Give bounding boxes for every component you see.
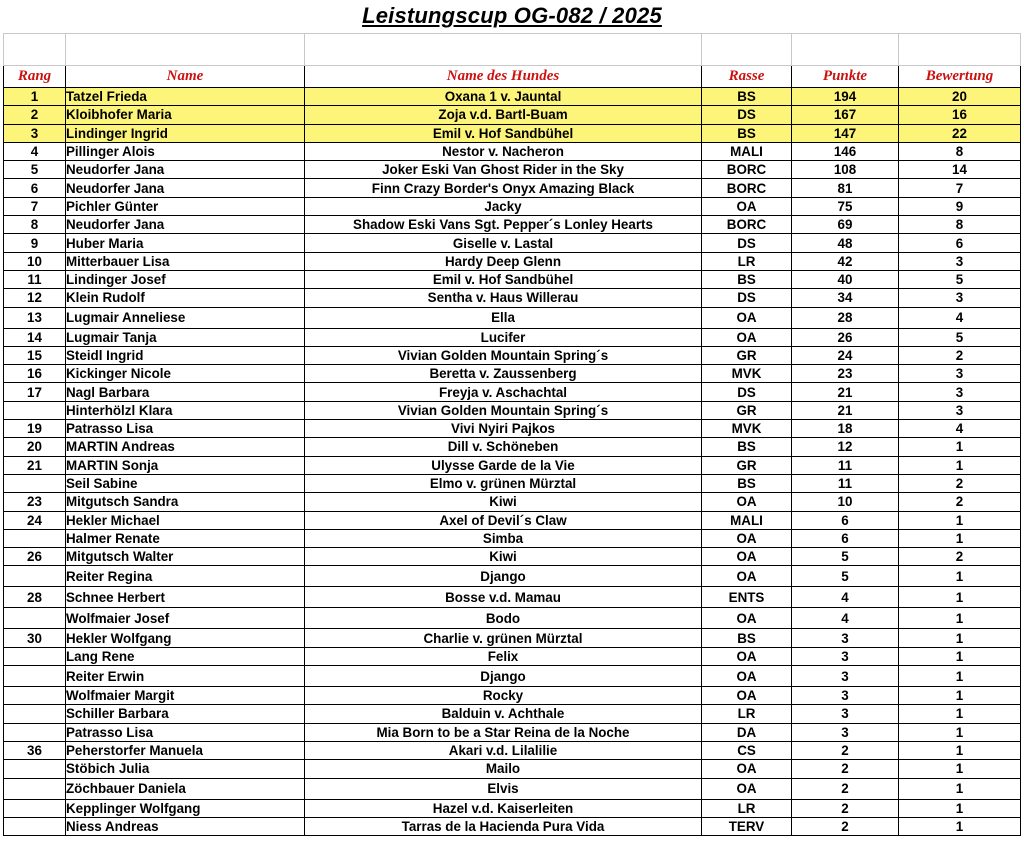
cell-bewertung: 1	[899, 629, 1021, 647]
cell-rang	[4, 760, 66, 778]
cell-bewertung: 1	[899, 741, 1021, 759]
cell-rasse: LR	[702, 705, 792, 723]
cell-punkte: 5	[792, 548, 899, 566]
cell-name: Klein Rudolf	[66, 289, 305, 307]
cell-bewertung: 2	[899, 474, 1021, 492]
cell-bewertung: 1	[899, 666, 1021, 687]
cell-rang: 16	[4, 365, 66, 383]
cell-punkte: 81	[792, 179, 899, 197]
table-row	[4, 687, 1021, 705]
cell-name: Peherstorfer Manuela	[66, 741, 305, 759]
cell-rasse: OA	[702, 608, 792, 629]
cell-rang: 10	[4, 252, 66, 270]
cell-bewertung: 16	[899, 106, 1021, 124]
table-row	[4, 705, 1021, 723]
cell-punkte: 3	[792, 666, 899, 687]
cell-punkte: 5	[792, 566, 899, 587]
table-row	[4, 587, 1021, 608]
cell-rasse: BS	[702, 88, 792, 106]
cell-dog-name: Finn Crazy Border's Onyx Amazing Black	[305, 179, 702, 197]
cell-dog-name: Dill v. Schöneben	[305, 438, 702, 456]
cell-rang	[4, 474, 66, 492]
cell-rasse: DS	[702, 289, 792, 307]
cell-rasse: OA	[702, 307, 792, 328]
column-header-punkte: Punkte	[792, 66, 899, 88]
cell-dog-name: Nestor v. Nacheron	[305, 142, 702, 160]
table-row	[4, 420, 1021, 438]
blank-cell	[792, 34, 899, 66]
cell-name: Pillinger Alois	[66, 142, 305, 160]
cell-rasse: BS	[702, 270, 792, 288]
cell-dog-name: Elvis	[305, 778, 702, 799]
cell-bewertung: 9	[899, 197, 1021, 215]
title-row	[0, 0, 1024, 33]
cell-dog-name: Jacky	[305, 197, 702, 215]
cell-name: Lindinger Ingrid	[66, 124, 305, 142]
cell-bewertung: 3	[899, 289, 1021, 307]
cell-dog-name: Bodo	[305, 608, 702, 629]
cell-dog-name: Joker Eski Van Ghost Rider in the Sky	[305, 161, 702, 179]
cell-name: Schnee Herbert	[66, 587, 305, 608]
cell-punkte: 2	[792, 760, 899, 778]
cell-rasse: GR	[702, 401, 792, 419]
cell-name: Pichler Günter	[66, 197, 305, 215]
table-row	[4, 548, 1021, 566]
table-row	[4, 511, 1021, 529]
cell-dog-name: Vivian Golden Mountain Spring´s	[305, 346, 702, 364]
cell-punkte: 2	[792, 817, 899, 835]
cell-bewertung: 1	[899, 760, 1021, 778]
cell-name: MARTIN Andreas	[66, 438, 305, 456]
cell-name: Lang Rene	[66, 647, 305, 665]
cell-bewertung: 1	[899, 799, 1021, 817]
blank-row	[4, 34, 1021, 66]
table-row	[4, 647, 1021, 665]
cell-rasse: CS	[702, 741, 792, 759]
table-row	[4, 799, 1021, 817]
cell-name: Stöbich Julia	[66, 760, 305, 778]
cell-dog-name: Elmo v. grünen Mürztal	[305, 474, 702, 492]
cell-bewertung: 3	[899, 401, 1021, 419]
blank-cell	[66, 34, 305, 66]
cell-punkte: 42	[792, 252, 899, 270]
cell-name: Hekler Michael	[66, 511, 305, 529]
table-row	[4, 666, 1021, 687]
cell-name: MARTIN Sonja	[66, 456, 305, 474]
cell-rang	[4, 566, 66, 587]
cell-dog-name: Rocky	[305, 687, 702, 705]
cell-punkte: 2	[792, 741, 899, 759]
cell-bewertung: 6	[899, 234, 1021, 252]
cell-bewertung: 3	[899, 365, 1021, 383]
cell-punkte: 4	[792, 587, 899, 608]
cell-rang	[4, 529, 66, 547]
table-row	[4, 629, 1021, 647]
cell-punkte: 146	[792, 142, 899, 160]
table-row	[4, 161, 1021, 179]
column-header-bewertung: Bewertung	[899, 66, 1021, 88]
cell-punkte: 147	[792, 124, 899, 142]
cell-bewertung: 7	[899, 179, 1021, 197]
cell-punkte: 11	[792, 474, 899, 492]
cell-rasse: GR	[702, 346, 792, 364]
cell-rang: 12	[4, 289, 66, 307]
cell-name: Halmer Renate	[66, 529, 305, 547]
cell-rasse: OA	[702, 566, 792, 587]
cell-name: Reiter Erwin	[66, 666, 305, 687]
cell-name: Huber Maria	[66, 234, 305, 252]
cell-rasse: MVK	[702, 365, 792, 383]
cell-rang: 4	[4, 142, 66, 160]
cell-bewertung: 14	[899, 161, 1021, 179]
cell-bewertung: 8	[899, 142, 1021, 160]
cell-name: Hekler Wolfgang	[66, 629, 305, 647]
cell-dog-name: Django	[305, 666, 702, 687]
cell-name: Hinterhölzl Klara	[66, 401, 305, 419]
table-row	[4, 741, 1021, 759]
table-row	[4, 124, 1021, 142]
cell-punkte: 18	[792, 420, 899, 438]
cell-name: Mitgutsch Sandra	[66, 493, 305, 511]
cell-rasse: LR	[702, 799, 792, 817]
cell-rang: 28	[4, 587, 66, 608]
cell-rang: 15	[4, 346, 66, 364]
cell-dog-name: Ella	[305, 307, 702, 328]
cell-rang	[4, 401, 66, 419]
cell-name: Niess Andreas	[66, 817, 305, 835]
cell-punkte: 24	[792, 346, 899, 364]
table-row	[4, 142, 1021, 160]
cell-bewertung: 5	[899, 328, 1021, 346]
cell-dog-name: Mailo	[305, 760, 702, 778]
cell-rang: 6	[4, 179, 66, 197]
cell-dog-name: Charlie v. grünen Mürztal	[305, 629, 702, 647]
cell-name: Patrasso Lisa	[66, 723, 305, 741]
cell-dog-name: Oxana 1 v. Jauntal	[305, 88, 702, 106]
cell-punkte: 194	[792, 88, 899, 106]
table-row	[4, 760, 1021, 778]
cell-rasse: OA	[702, 760, 792, 778]
cell-name: Mitgutsch Walter	[66, 548, 305, 566]
blank-cell	[702, 34, 792, 66]
cell-bewertung: 1	[899, 529, 1021, 547]
cell-name: Seil Sabine	[66, 474, 305, 492]
cell-dog-name: Ulysse Garde de la Vie	[305, 456, 702, 474]
table-row	[4, 566, 1021, 587]
cell-rang: 17	[4, 383, 66, 401]
cell-dog-name: Axel of Devil´s Claw	[305, 511, 702, 529]
cell-dog-name: Sentha v. Haus Willerau	[305, 289, 702, 307]
cell-rang: 23	[4, 493, 66, 511]
cell-bewertung: 5	[899, 270, 1021, 288]
cell-name: Neudorfer Jana	[66, 179, 305, 197]
cell-bewertung: 1	[899, 778, 1021, 799]
cell-dog-name: Vivi Nyiri Pajkos	[305, 420, 702, 438]
cell-bewertung: 1	[899, 723, 1021, 741]
cell-rang: 8	[4, 216, 66, 234]
cell-rasse: MALI	[702, 142, 792, 160]
cell-punkte: 2	[792, 799, 899, 817]
table-row	[4, 179, 1021, 197]
cell-rasse: DS	[702, 106, 792, 124]
cell-dog-name: Simba	[305, 529, 702, 547]
cell-rang: 13	[4, 307, 66, 328]
table-row	[4, 723, 1021, 741]
cell-punkte: 40	[792, 270, 899, 288]
table-row	[4, 365, 1021, 383]
cell-rang: 20	[4, 438, 66, 456]
cell-punkte: 10	[792, 493, 899, 511]
blank-cell	[899, 34, 1021, 66]
cell-name: Zöchbauer Daniela	[66, 778, 305, 799]
cell-bewertung: 1	[899, 438, 1021, 456]
table-row	[4, 529, 1021, 547]
cell-rasse: OA	[702, 328, 792, 346]
cell-bewertung: 1	[899, 817, 1021, 835]
cell-punkte: 48	[792, 234, 899, 252]
cell-dog-name: Lucifer	[305, 328, 702, 346]
cell-rang: 21	[4, 456, 66, 474]
table-row	[4, 778, 1021, 799]
cell-dog-name: Vivian Golden Mountain Spring´s	[305, 401, 702, 419]
cell-rasse: BS	[702, 438, 792, 456]
cell-dog-name: Akari v.d. Lilalilie	[305, 741, 702, 759]
cell-rang	[4, 608, 66, 629]
cell-rasse: BORC	[702, 161, 792, 179]
table-row	[4, 88, 1021, 106]
cell-rang: 5	[4, 161, 66, 179]
cell-rasse: DS	[702, 234, 792, 252]
cell-bewertung: 2	[899, 346, 1021, 364]
cell-dog-name: Balduin v. Achthale	[305, 705, 702, 723]
table-row	[4, 234, 1021, 252]
cell-punkte: 21	[792, 401, 899, 419]
cell-dog-name: Django	[305, 566, 702, 587]
table-row	[4, 493, 1021, 511]
cell-punkte: 2	[792, 778, 899, 799]
cell-dog-name: Emil v. Hof Sandbühel	[305, 270, 702, 288]
cell-bewertung: 1	[899, 687, 1021, 705]
cell-bewertung: 1	[899, 705, 1021, 723]
cell-name: Lugmair Anneliese	[66, 307, 305, 328]
cell-rang	[4, 647, 66, 665]
table-row	[4, 346, 1021, 364]
cell-bewertung: 1	[899, 647, 1021, 665]
cell-name: Steidl Ingrid	[66, 346, 305, 364]
column-header-name: Name	[66, 66, 305, 88]
cell-bewertung: 1	[899, 587, 1021, 608]
cell-name: Wolfmaier Josef	[66, 608, 305, 629]
cell-rasse: MVK	[702, 420, 792, 438]
cell-rang	[4, 705, 66, 723]
cell-rasse: DS	[702, 383, 792, 401]
cell-punkte: 75	[792, 197, 899, 215]
blank-cell	[4, 34, 66, 66]
cell-name: Neudorfer Jana	[66, 161, 305, 179]
cell-punkte: 11	[792, 456, 899, 474]
cell-name: Kepplinger Wolfgang	[66, 799, 305, 817]
cell-name: Reiter Regina	[66, 566, 305, 587]
cell-dog-name: Kiwi	[305, 493, 702, 511]
table-row	[4, 289, 1021, 307]
cell-punkte: 26	[792, 328, 899, 346]
cell-punkte: 34	[792, 289, 899, 307]
cell-bewertung: 1	[899, 511, 1021, 529]
cell-rang: 14	[4, 328, 66, 346]
cell-rang: 3	[4, 124, 66, 142]
cell-rang: 19	[4, 420, 66, 438]
cell-bewertung: 1	[899, 456, 1021, 474]
cell-rang: 7	[4, 197, 66, 215]
cell-dog-name: Giselle v. Lastal	[305, 234, 702, 252]
cell-dog-name: Freyja v. Aschachtal	[305, 383, 702, 401]
cell-punkte: 3	[792, 647, 899, 665]
cell-bewertung: 3	[899, 383, 1021, 401]
cell-dog-name: Mia Born to be a Star Reina de la Noche	[305, 723, 702, 741]
cell-punkte: 3	[792, 687, 899, 705]
cell-rang	[4, 687, 66, 705]
cell-punkte: 4	[792, 608, 899, 629]
cell-name: Wolfmaier Margit	[66, 687, 305, 705]
cell-dog-name: Beretta v. Zaussenberg	[305, 365, 702, 383]
table-row	[4, 474, 1021, 492]
ranking-table	[3, 33, 1021, 836]
cell-name: Kloibhofer Maria	[66, 106, 305, 124]
cell-punkte: 3	[792, 629, 899, 647]
cell-bewertung: 2	[899, 493, 1021, 511]
cell-rasse: OA	[702, 778, 792, 799]
cell-dog-name: Kiwi	[305, 548, 702, 566]
cell-rang: 11	[4, 270, 66, 288]
cell-dog-name: Hardy Deep Glenn	[305, 252, 702, 270]
ranking-table-body	[4, 34, 1021, 836]
cell-name: Nagl Barbara	[66, 383, 305, 401]
cell-rasse: BORC	[702, 179, 792, 197]
cell-rasse: BS	[702, 474, 792, 492]
cell-dog-name: Tarras de la Hacienda Pura Vida	[305, 817, 702, 835]
cell-rasse: OA	[702, 647, 792, 665]
cell-rang	[4, 817, 66, 835]
cell-dog-name: Felix	[305, 647, 702, 665]
cell-name: Lugmair Tanja	[66, 328, 305, 346]
column-header-dog-name: Name des Hundes	[305, 66, 702, 88]
cell-punkte: 167	[792, 106, 899, 124]
cell-rang	[4, 799, 66, 817]
table-row	[4, 383, 1021, 401]
cell-rang: 24	[4, 511, 66, 529]
cell-punkte: 23	[792, 365, 899, 383]
table-row	[4, 608, 1021, 629]
column-header-rasse: Rasse	[702, 66, 792, 88]
cell-rasse: TERV	[702, 817, 792, 835]
cell-punkte: 3	[792, 705, 899, 723]
table-row	[4, 438, 1021, 456]
cell-bewertung: 8	[899, 216, 1021, 234]
table-row	[4, 401, 1021, 419]
table-row	[4, 328, 1021, 346]
cell-bewertung: 22	[899, 124, 1021, 142]
cell-punkte: 69	[792, 216, 899, 234]
table-row	[4, 106, 1021, 124]
cell-name: Kickinger Nicole	[66, 365, 305, 383]
cell-rasse: GR	[702, 456, 792, 474]
cell-punkte: 3	[792, 723, 899, 741]
cell-name: Patrasso Lisa	[66, 420, 305, 438]
cell-punkte: 21	[792, 383, 899, 401]
table-row	[4, 252, 1021, 270]
cell-dog-name: Emil v. Hof Sandbühel	[305, 124, 702, 142]
cell-rasse: BS	[702, 124, 792, 142]
cell-rasse: DA	[702, 723, 792, 741]
cell-rang: 9	[4, 234, 66, 252]
cell-bewertung: 3	[899, 252, 1021, 270]
cell-rang: 2	[4, 106, 66, 124]
cell-bewertung: 1	[899, 566, 1021, 587]
cell-rasse: OA	[702, 666, 792, 687]
cell-bewertung: 20	[899, 88, 1021, 106]
cell-punkte: 12	[792, 438, 899, 456]
cell-name: Lindinger Josef	[66, 270, 305, 288]
cell-rang: 1	[4, 88, 66, 106]
cell-rasse: OA	[702, 493, 792, 511]
cell-punkte: 6	[792, 511, 899, 529]
cell-name: Neudorfer Jana	[66, 216, 305, 234]
column-header-rang: Rang	[4, 66, 66, 88]
cell-rang: 26	[4, 548, 66, 566]
cell-rang: 36	[4, 741, 66, 759]
cell-rasse: OA	[702, 687, 792, 705]
cell-punkte: 108	[792, 161, 899, 179]
cell-name: Schiller Barbara	[66, 705, 305, 723]
cell-dog-name: Hazel v.d. Kaiserleiten	[305, 799, 702, 817]
cell-rasse: MALI	[702, 511, 792, 529]
cell-name: Tatzel Frieda	[66, 88, 305, 106]
cell-dog-name: Bosse v.d. Mamau	[305, 587, 702, 608]
cell-bewertung: 1	[899, 608, 1021, 629]
cell-rasse: LR	[702, 252, 792, 270]
table-row	[4, 197, 1021, 215]
table-row	[4, 307, 1021, 328]
cell-rasse: BORC	[702, 216, 792, 234]
cell-bewertung: 4	[899, 420, 1021, 438]
cell-punkte: 6	[792, 529, 899, 547]
cell-name: Mitterbauer Lisa	[66, 252, 305, 270]
table-row	[4, 456, 1021, 474]
cell-rasse: OA	[702, 197, 792, 215]
cell-rang: 30	[4, 629, 66, 647]
cell-rang	[4, 778, 66, 799]
cell-punkte: 28	[792, 307, 899, 328]
cell-rasse: OA	[702, 529, 792, 547]
cell-rang	[4, 723, 66, 741]
cell-rang	[4, 666, 66, 687]
cell-bewertung: 2	[899, 548, 1021, 566]
cell-rasse: BS	[702, 629, 792, 647]
page-title: Leistungscup OG-082 / 2025	[362, 3, 662, 28]
cell-bewertung: 4	[899, 307, 1021, 328]
cell-rasse: OA	[702, 548, 792, 566]
table-row	[4, 817, 1021, 835]
table-row	[4, 270, 1021, 288]
table-row	[4, 216, 1021, 234]
column-header-row	[4, 66, 1021, 88]
cell-dog-name: Shadow Eski Vans Sgt. Pepper´s Lonley Hearts	[305, 216, 702, 234]
blank-cell	[305, 34, 702, 66]
cell-rasse: ENTS	[702, 587, 792, 608]
cell-dog-name: Zoja v.d. Bartl-Buam	[305, 106, 702, 124]
